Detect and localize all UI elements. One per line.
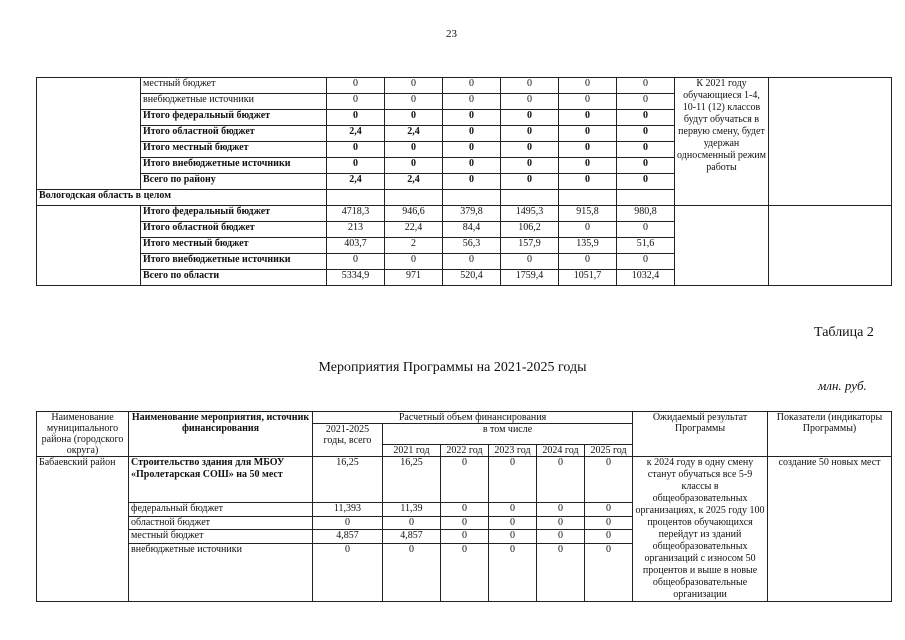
value-cell: 4718,3 <box>327 206 385 222</box>
header-year: 2025 год <box>585 445 633 457</box>
value-cell: 0 <box>327 94 385 110</box>
header-activity: Наименование мероприятия, источник финансирования <box>129 412 313 457</box>
row-label: Итого местный бюджет <box>141 238 327 254</box>
header-year: 2023 год <box>489 445 537 457</box>
value-cell: 0 <box>443 94 501 110</box>
header-including: в том числе <box>383 424 633 445</box>
header-estimated: Расчетный объем финансирования <box>313 412 633 424</box>
value-cell: 0 <box>443 142 501 158</box>
value-cell: 16,25 <box>313 457 383 503</box>
continuation-table <box>36 77 892 286</box>
value-cell <box>559 190 617 206</box>
value-cell: 157,9 <box>501 238 559 254</box>
value-cell: 2,4 <box>327 126 385 142</box>
page-title: Мероприятия Программы на 2021-2025 годы <box>318 360 587 375</box>
value-cell: 0 <box>489 544 537 602</box>
table-label: Таблица 2 <box>814 325 874 340</box>
municipality-cell: Бабаевский район <box>37 457 129 602</box>
value-cell: 0 <box>501 174 559 190</box>
value-cell: 0 <box>501 78 559 94</box>
value-cell: 0 <box>327 158 385 174</box>
value-cell: 946,6 <box>385 206 443 222</box>
indicator-cell: создание 50 новых мест <box>768 457 892 602</box>
row-label: Всего по области <box>141 270 327 286</box>
value-cell <box>443 190 501 206</box>
value-cell: 0 <box>617 158 675 174</box>
value-cell: 11,39 <box>383 503 441 517</box>
value-cell: 0 <box>537 457 585 503</box>
row-label: Итого федеральный бюджет <box>141 110 327 126</box>
value-cell: 84,4 <box>443 222 501 238</box>
header-municipality: Наименование муниципального района (городского округа) <box>37 412 129 457</box>
header-indicators: Показатели (индикаторы Программы) <box>768 412 892 457</box>
value-cell: 0 <box>501 126 559 142</box>
row-label: внебюджетные источники <box>141 94 327 110</box>
value-cell: 403,7 <box>327 238 385 254</box>
value-cell: 0 <box>441 516 489 530</box>
value-cell: 0 <box>585 530 633 544</box>
value-cell: 106,2 <box>501 222 559 238</box>
empty-cell <box>675 206 769 286</box>
program-activities-table <box>36 411 892 602</box>
row-label: Итого внебюджетные источники <box>141 158 327 174</box>
value-cell: 0 <box>559 142 617 158</box>
value-cell: 0 <box>537 503 585 517</box>
table-row <box>37 206 892 222</box>
value-cell: 0 <box>385 94 443 110</box>
value-cell: 520,4 <box>443 270 501 286</box>
value-cell: 0 <box>585 457 633 503</box>
value-cell: 0 <box>537 530 585 544</box>
empty-cell <box>769 206 892 286</box>
value-cell: 0 <box>617 222 675 238</box>
value-cell: 56,3 <box>443 238 501 254</box>
value-cell: 135,9 <box>559 238 617 254</box>
value-cell: 0 <box>559 254 617 270</box>
row-label: Всего по району <box>141 174 327 190</box>
value-cell: 11,393 <box>313 503 383 517</box>
value-cell: 0 <box>617 174 675 190</box>
header-year: 2022 год <box>441 445 489 457</box>
funding-source-label: местный бюджет <box>129 530 313 544</box>
value-cell: 0 <box>559 222 617 238</box>
value-cell: 0 <box>501 94 559 110</box>
value-cell: 980,8 <box>617 206 675 222</box>
value-cell: 1051,7 <box>559 270 617 286</box>
empty-cell <box>769 78 892 206</box>
value-cell: 0 <box>385 142 443 158</box>
row-label: местный бюджет <box>141 78 327 94</box>
value-cell: 0 <box>585 503 633 517</box>
value-cell: 0 <box>441 530 489 544</box>
value-cell: 0 <box>385 110 443 126</box>
region-header: Вологодская область в целом <box>37 190 327 206</box>
units-label: млн. руб. <box>818 378 867 393</box>
value-cell: 0 <box>327 142 385 158</box>
value-cell: 0 <box>489 457 537 503</box>
value-cell: 0 <box>537 516 585 530</box>
header-year: 2021 год <box>383 445 441 457</box>
value-cell: 0 <box>443 126 501 142</box>
value-cell: 0 <box>501 142 559 158</box>
funding-source-label: федеральный бюджет <box>129 503 313 517</box>
value-cell: 0 <box>501 110 559 126</box>
value-cell: 0 <box>537 544 585 602</box>
value-cell: 0 <box>313 544 383 602</box>
value-cell: 0 <box>441 544 489 602</box>
row-label: Итого областной бюджет <box>141 222 327 238</box>
row-label: Итого внебюджетные источники <box>141 254 327 270</box>
value-cell: 16,25 <box>383 457 441 503</box>
value-cell <box>617 190 675 206</box>
row-label: Итого областной бюджет <box>141 126 327 142</box>
blank-cell <box>37 78 141 190</box>
blank-cell <box>37 206 141 286</box>
value-cell: 4,857 <box>313 530 383 544</box>
expected-result: к 2024 году в одну смену станут обучаться все 5-9 классы в общеобразовательных организациях, к 2025 году 100 процентов обучающихся перейдут из зданий общеобразовательных организаций с износом 50 процентов и выше в новые общеобразовательные организации <box>633 457 768 602</box>
value-cell: 0 <box>559 94 617 110</box>
value-cell: 379,8 <box>443 206 501 222</box>
value-cell: 0 <box>617 254 675 270</box>
value-cell: 2,4 <box>385 126 443 142</box>
value-cell: 0 <box>313 516 383 530</box>
value-cell: 0 <box>443 110 501 126</box>
value-cell: 0 <box>443 158 501 174</box>
value-cell: 1759,4 <box>501 270 559 286</box>
value-cell <box>385 190 443 206</box>
value-cell: 2,4 <box>327 174 385 190</box>
value-cell: 0 <box>501 158 559 174</box>
value-cell: 22,4 <box>385 222 443 238</box>
value-cell: 1495,3 <box>501 206 559 222</box>
header-result: Ожидаемый результат Программы <box>633 412 768 457</box>
value-cell: 2,4 <box>385 174 443 190</box>
value-cell: 0 <box>585 516 633 530</box>
value-cell: 0 <box>327 254 385 270</box>
value-cell: 0 <box>501 254 559 270</box>
value-cell: 5334,9 <box>327 270 385 286</box>
value-cell: 0 <box>585 544 633 602</box>
value-cell: 0 <box>383 544 441 602</box>
header-year: 2024 год <box>537 445 585 457</box>
value-cell: 0 <box>617 126 675 142</box>
value-cell: 4,857 <box>383 530 441 544</box>
row-label: Итого федеральный бюджет <box>141 206 327 222</box>
note-cell: К 2021 году обучающиеся 1-4, 10-11 (12) классов будут обучаться в первую смену, будет удержан односменный режим работы <box>675 78 769 206</box>
value-cell: 0 <box>559 174 617 190</box>
header-total: 2021-2025 годы, всего <box>313 424 383 457</box>
value-cell: 213 <box>327 222 385 238</box>
value-cell: 0 <box>559 78 617 94</box>
value-cell: 0 <box>383 516 441 530</box>
value-cell: 0 <box>441 503 489 517</box>
value-cell: 0 <box>385 158 443 174</box>
value-cell: 0 <box>385 78 443 94</box>
value-cell: 0 <box>327 78 385 94</box>
value-cell <box>327 190 385 206</box>
value-cell: 0 <box>559 126 617 142</box>
activity-title: Строительство здания для МБОУ «Пролетарская СОШ» на 50 мест <box>129 457 313 503</box>
funding-source-label: внебюджетные источники <box>129 544 313 602</box>
value-cell: 915,8 <box>559 206 617 222</box>
value-cell: 1032,4 <box>617 270 675 286</box>
value-cell: 51,6 <box>617 238 675 254</box>
funding-source-label: областной бюджет <box>129 516 313 530</box>
table-row <box>37 78 892 94</box>
value-cell: 0 <box>489 516 537 530</box>
value-cell: 971 <box>385 270 443 286</box>
value-cell: 0 <box>559 158 617 174</box>
value-cell: 0 <box>559 110 617 126</box>
value-cell: 0 <box>441 457 489 503</box>
value-cell: 0 <box>617 110 675 126</box>
value-cell: 0 <box>443 174 501 190</box>
page-number: 23 <box>446 28 457 40</box>
row-label: Итого местный бюджет <box>141 142 327 158</box>
value-cell: 0 <box>617 94 675 110</box>
value-cell: 0 <box>617 142 675 158</box>
value-cell: 0 <box>327 110 385 126</box>
value-cell <box>501 190 559 206</box>
value-cell: 0 <box>443 254 501 270</box>
value-cell: 2 <box>385 238 443 254</box>
value-cell: 0 <box>385 254 443 270</box>
value-cell: 0 <box>489 530 537 544</box>
value-cell: 0 <box>489 503 537 517</box>
value-cell: 0 <box>617 78 675 94</box>
value-cell: 0 <box>443 78 501 94</box>
